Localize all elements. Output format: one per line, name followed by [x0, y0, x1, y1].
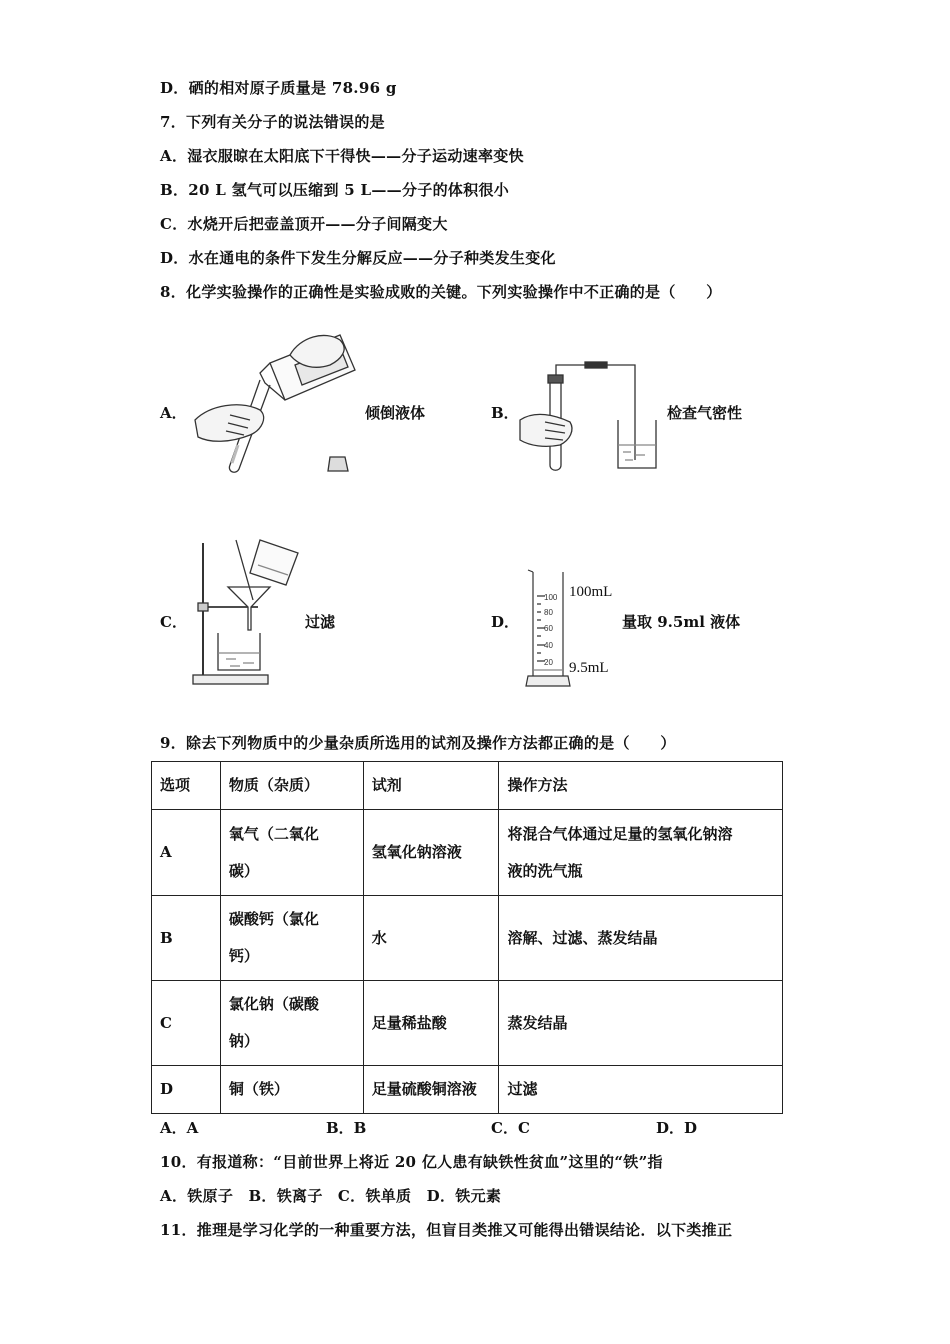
cell-line: 液的洗气瓶: [507, 861, 583, 880]
cylinder-bottom-mark: 9.5mL: [569, 660, 609, 676]
q8-b-label: B．: [491, 404, 519, 422]
cell-line: 钙）: [228, 947, 259, 965]
table-cell: 蒸发结晶: [499, 981, 783, 1066]
table-cell: A: [152, 810, 221, 896]
cylinder-top-mark: 100mL: [569, 584, 613, 600]
q8-d-caption: 量取 9.5ml 液体: [622, 613, 741, 631]
table-header: 物质（杂质）: [220, 762, 363, 810]
q9-stem: 9．除去下列物质中的少量杂质所选用的试剂及操作方法都正确的是（ ）: [160, 734, 676, 752]
cell-line: 将混合气体通过足量的氢氧化钠溶: [507, 824, 733, 843]
table-cell: 氢氧化钠溶液: [363, 810, 499, 896]
q7-stem: 7．下列有关分子的说法错误的是: [160, 113, 385, 131]
q8-stem: 8．化学实验操作的正确性是实验成败的关键。下列实验操作中不正确的是（ ）: [160, 283, 722, 301]
q8-b-caption: 检查气密性: [667, 404, 743, 422]
table-row: [152, 1066, 783, 1114]
q8-a-label: A．: [160, 404, 187, 422]
pouring-liquid-figure: [190, 325, 365, 475]
table-header: 选项: [152, 762, 221, 810]
table-header-row: [152, 762, 783, 810]
q7-option-d: D．水在通电的条件下发生分解反应——分子种类发生变化: [160, 249, 556, 267]
table-cell: B: [152, 896, 221, 981]
q8-a-caption: 倾倒液体: [365, 404, 426, 422]
q9-answer-d: D．D: [656, 1119, 698, 1137]
table-cell: 足量硫酸铜溶液: [363, 1066, 499, 1114]
table-cell: [220, 981, 363, 1066]
q7-option-c: C．水烧开后把壶盖顶开——分子间隔变大: [160, 215, 448, 233]
table-cell: 铜（铁）: [220, 1066, 363, 1114]
cell-line: 碳）: [228, 861, 259, 880]
table-cell: 溶解、过滤、蒸发结晶: [499, 896, 783, 981]
table-cell: C: [152, 981, 221, 1066]
q10-stem: 10．有报道称：“目前世界上将近 20 亿人患有缺铁性贫血”这里的“铁”指: [160, 1153, 663, 1171]
table-header: 操作方法: [499, 762, 783, 810]
q9-answer-c: C．C: [491, 1119, 530, 1137]
table-cell: [220, 810, 363, 896]
table-row: [152, 981, 783, 1066]
filtration-figure: [188, 535, 303, 690]
cell-line: 氯化钠（碳酸: [228, 995, 319, 1013]
q8-c-caption: 过滤: [305, 613, 336, 631]
q9-table: [151, 761, 783, 1114]
table-cell: 足量稀盐酸: [363, 981, 499, 1066]
q8-c-label: C．: [160, 613, 187, 631]
table-cell: D: [152, 1066, 221, 1114]
q7-option-b: B．20 L 氢气可以压缩到 5 L——分子的体积很小: [160, 181, 510, 199]
table-cell: [499, 810, 783, 896]
tick-label: 80: [544, 608, 553, 617]
tick-label: 60: [544, 624, 553, 633]
table-row: [152, 896, 783, 981]
cell-line: 钠）: [228, 1032, 259, 1050]
q9-answer-b: B．B: [326, 1119, 367, 1137]
q8-d-label: D．: [491, 613, 520, 631]
cell-line: 氧气（二氧化: [228, 824, 319, 843]
tick-label: 100: [544, 593, 558, 602]
table-cell: 过滤: [499, 1066, 783, 1114]
q7-option-a: A．湿衣服晾在太阳底下干得快——分子运动速率变快: [160, 147, 524, 165]
airtightness-figure: [515, 360, 665, 475]
table-cell: 水: [363, 896, 499, 981]
q6-option-d: D．硒的相对原子质量是 78.96 g: [160, 79, 397, 97]
table-cell: [220, 896, 363, 981]
q11-stem: 11．推理是学习化学的一种重要方法，但盲目类推又可能得出错误结论．以下类推正: [160, 1221, 733, 1239]
table-header: 试剂: [363, 762, 499, 810]
tick-label: 40: [544, 641, 553, 650]
q10-options: A．铁原子 B．铁离子 C．铁单质 D．铁元素: [160, 1187, 502, 1205]
table-row: [152, 810, 783, 896]
q9-answer-a: A．A: [160, 1119, 199, 1137]
cell-line: 碳酸钙（氯化: [228, 910, 319, 928]
tick-label: 20: [544, 658, 553, 667]
